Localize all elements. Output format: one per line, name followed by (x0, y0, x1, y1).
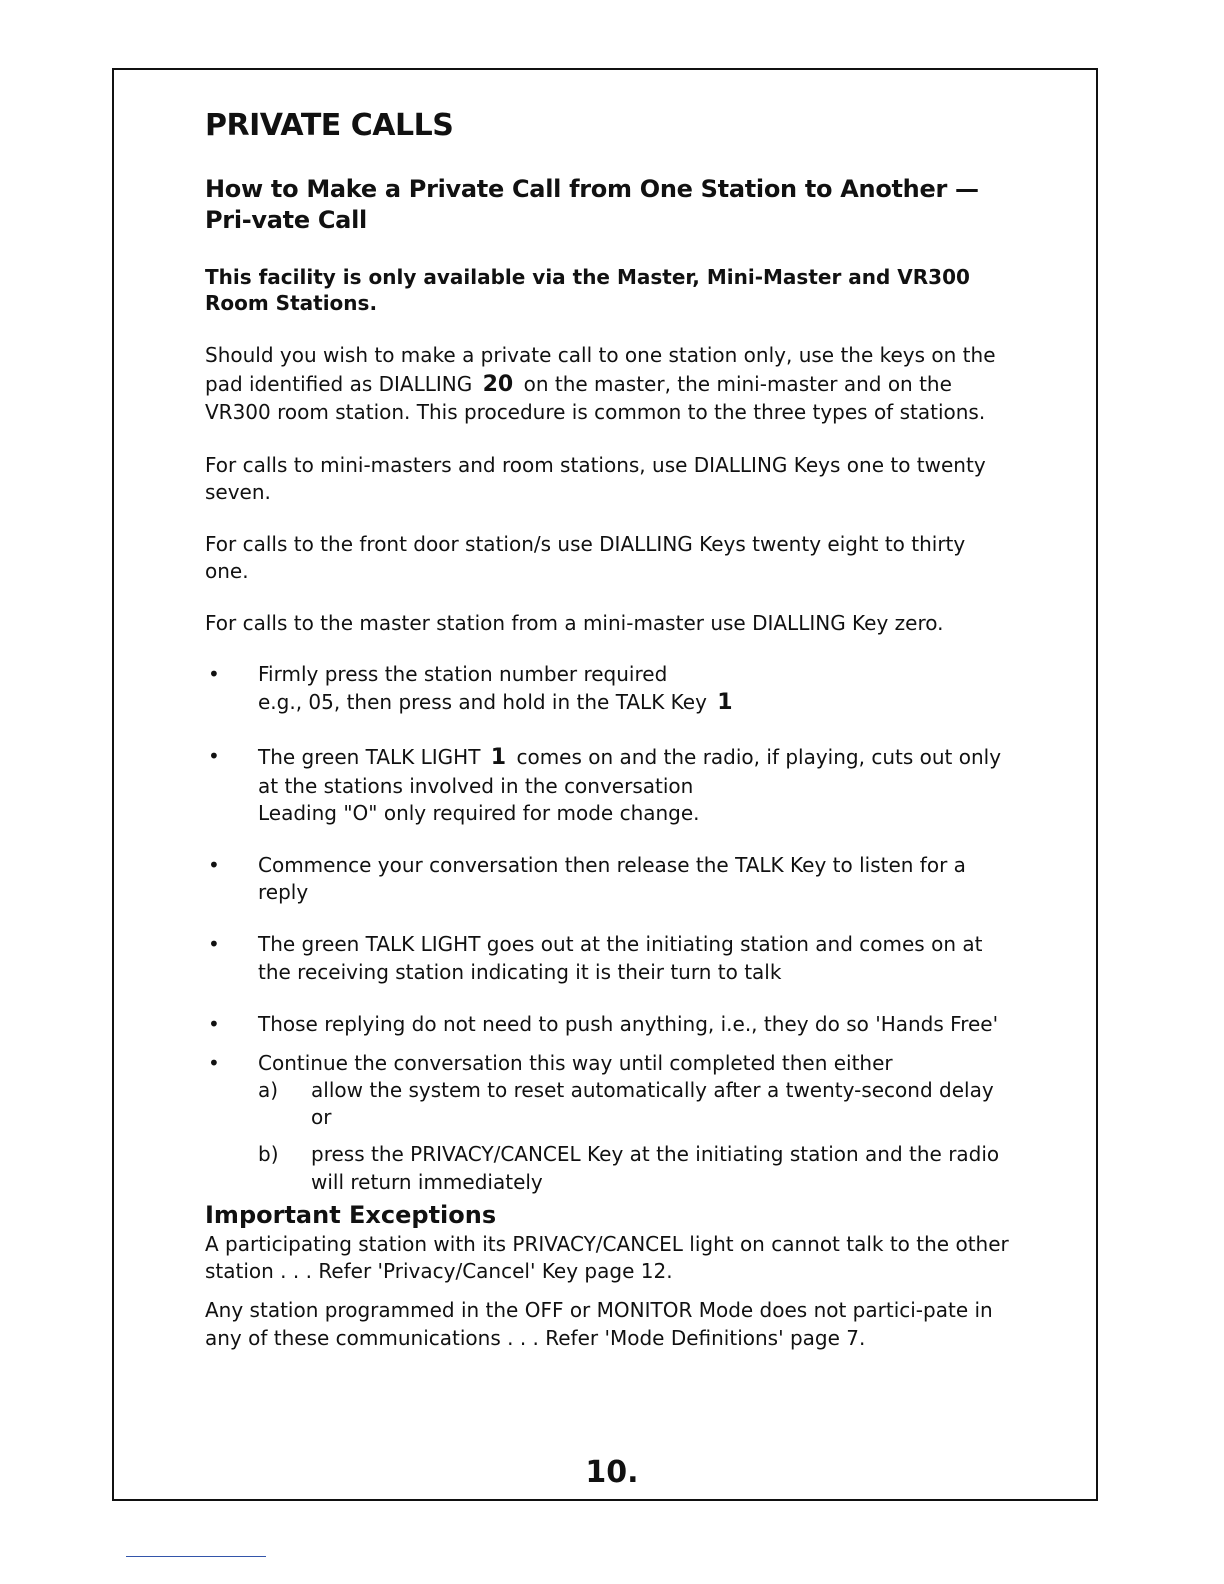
b1-line1: Firmly press the station number required (258, 661, 668, 686)
section-subtitle: How to Make a Private Call from One Station to Another — Pri-vate Call (205, 175, 979, 235)
sublist-item-a (258, 1077, 1015, 1131)
bullet-icon: • (208, 661, 220, 686)
sub-b-text: press the PRIVACY/CANCEL Key at the initiating station and the radio will return immediately (311, 1142, 1000, 1194)
bullet-icon: • (208, 743, 220, 768)
b5-text: Those replying do not need to push anything, i.e., they do so 'Hands Free' (258, 1011, 999, 1036)
bullet-icon: • (208, 1011, 220, 1036)
paragraph-mini-masters: For calls to mini-masters and room stations, use DIALLING Keys one to twenty seven. (205, 452, 986, 504)
list-item (205, 661, 1015, 718)
exceptions-heading: Important Exceptions (205, 1200, 497, 1229)
b2-line3: Leading "O" only required for mode change. (258, 800, 700, 825)
intro-text-before: Should you wish to make a private call to one station only, use the keys on the pad identified as DIALLING (205, 343, 996, 396)
sublist-marker-a: a) (258, 1078, 279, 1103)
b1-line2: e.g., 05, then press and hold in the TALK Key (258, 689, 707, 714)
b3-text: Commence your conversation then release the TALK Key to listen for a reply (258, 852, 966, 905)
options-sublist (258, 1077, 1015, 1196)
sublist-marker-b: b) (258, 1142, 279, 1167)
bullet-icon: • (208, 932, 220, 957)
bullet-icon: • (208, 1050, 220, 1075)
b4-text: The green TALK LIGHT goes out at the initiating station and comes on at the receiving station indicating it is their turn to talk (258, 932, 983, 984)
list-item (205, 1050, 1015, 1196)
b2-before: The green TALK LIGHT (258, 744, 481, 769)
sublist-item-b (258, 1141, 1015, 1195)
b2-after: comes on and the radio, if playing, cuts out only at the stations involved in the conversation (258, 744, 1002, 798)
page-title: PRIVATE CALLS (205, 108, 454, 143)
talk-light-1: 1 (490, 744, 507, 770)
bullet-icon: • (208, 852, 220, 877)
exception-privacy: A participating station with its PRIVACY/CANCEL light on cannot talk to the other station . . . Refer 'Privacy/Cancel' Key page 12. (205, 1232, 1009, 1284)
availability-note: This facility is only available via the Master, Mini-Master and VR300 Room Stations. (205, 265, 970, 316)
dialling-key-20: 20 (482, 371, 514, 397)
instruction-list (205, 661, 1015, 1196)
paragraph-front-door: For calls to the front door station/s use DIALLING Keys twenty eight to thirty one. (205, 532, 966, 584)
intro-paragraph (205, 342, 1015, 426)
list-item (205, 1011, 1015, 1038)
footer-rule (126, 1556, 266, 1557)
page-content (205, 108, 1015, 1352)
talk-key-1: 1 (717, 689, 733, 715)
paragraph-master-station: For calls to the master station from a mini-master use DIALLING Key zero. (205, 611, 944, 636)
b6-text: Continue the conversation this way until completed then either (258, 1050, 893, 1075)
exception-mode: Any station programmed in the OFF or MONITOR Mode does not partici-pate in any of these communications . . . Refer 'Mode Definitions' page 7. (205, 1298, 993, 1350)
sub-a-text: allow the system to reset automatically after a twenty-second delay or (311, 1078, 994, 1130)
list-item (205, 743, 1015, 827)
list-item (205, 931, 1015, 985)
page-number: 10. (585, 1455, 639, 1490)
intro-text-after: on the master, the mini-master and on the VR300 room station. This procedure is common to the three types of stations. (205, 371, 986, 425)
list-item (205, 852, 1015, 906)
